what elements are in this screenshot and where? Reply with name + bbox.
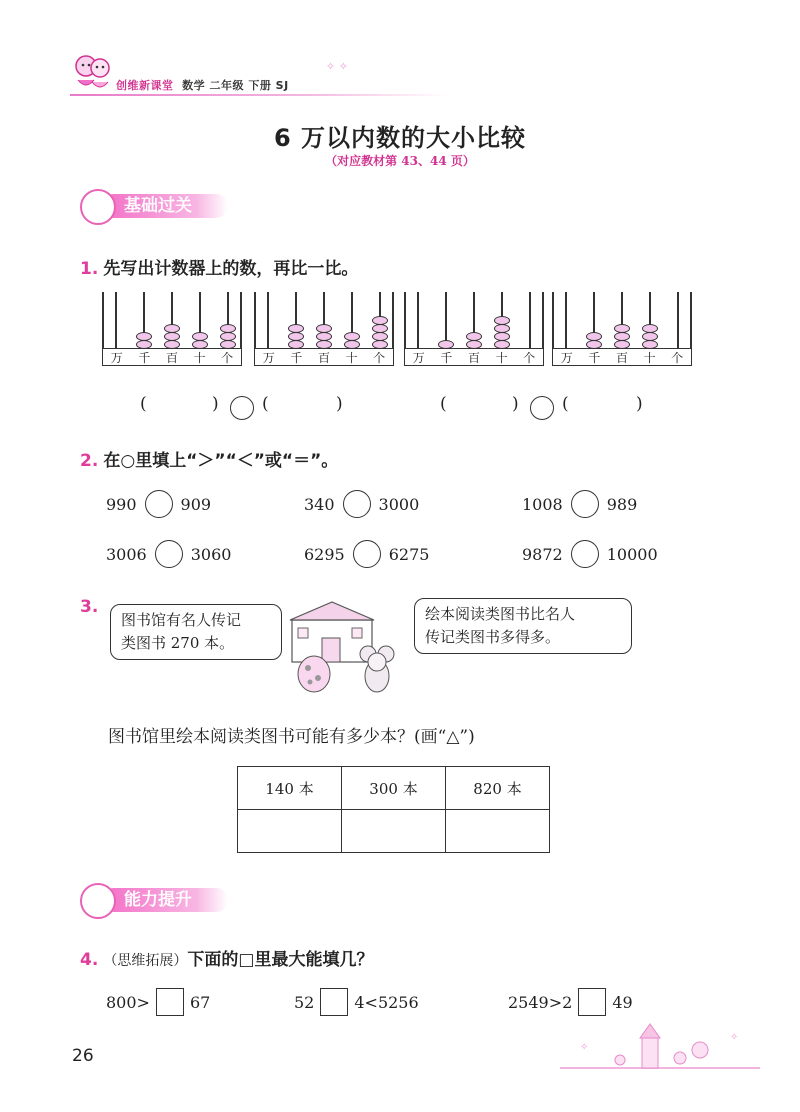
abacus-frame	[102, 292, 104, 354]
place-label: 个	[671, 350, 684, 365]
speech-bubble-left: 图书馆有名人传记 类图书 270 本。	[110, 604, 282, 660]
fill-box[interactable]	[156, 988, 184, 1016]
answer-paren-4-close: )	[636, 394, 643, 414]
place-label: 千	[290, 350, 303, 365]
compare-item: 6295 6275	[304, 540, 429, 568]
answer-paren-1-close: )	[212, 394, 219, 414]
question-number: 1.	[80, 259, 99, 279]
section-title: 基础过关	[102, 194, 228, 218]
fill-item: 800> 67	[106, 988, 210, 1016]
place-label: 百	[317, 350, 330, 365]
compare-item: 990 909	[106, 490, 211, 518]
page-subtitle: （对应教材第 43、44 页）	[325, 154, 475, 168]
compare-circle[interactable]	[155, 540, 183, 568]
place-label: 万	[412, 350, 425, 365]
compare-circle-2[interactable]	[530, 396, 554, 420]
footer-decoration-icon	[560, 1020, 760, 1074]
header-info: 数学 二年级 下册 SJ	[182, 79, 289, 92]
mascot-face-icon	[80, 883, 116, 919]
option-cell: 140 本	[238, 767, 342, 810]
answer-paren-1[interactable]: (	[140, 394, 147, 414]
compare-circle[interactable]	[343, 490, 371, 518]
compare-item: 340 3000	[304, 490, 419, 518]
question-number: 3.	[80, 597, 99, 617]
page-title: 6 万以内数的大小比较	[273, 124, 527, 152]
question-2	[80, 446, 338, 471]
question-text: 先写出计数器上的数，再比一比。	[103, 259, 359, 279]
abacus-bead	[220, 332, 236, 341]
abacus-frame	[404, 292, 406, 354]
options-table	[237, 766, 550, 853]
abacus-bead	[614, 332, 630, 341]
question-text: 下面的□里最大能填几？	[187, 950, 374, 970]
abacus-rod	[115, 292, 117, 352]
abacus-rod	[565, 292, 567, 352]
place-label: 十	[495, 350, 508, 365]
abacus-bead	[164, 332, 180, 341]
page-number: 26	[72, 1046, 94, 1066]
abacus-frame	[240, 292, 242, 354]
question-1	[80, 254, 358, 279]
abacus-rod	[267, 292, 269, 352]
question-text: 在○里填上“＞”“＜”或“＝”。	[103, 451, 339, 471]
place-label: 十	[643, 350, 656, 365]
fill-item: 52 4<5256	[294, 988, 419, 1016]
place-label: 十	[193, 350, 206, 365]
abacus-rod	[677, 292, 679, 352]
abacus-bead	[164, 324, 180, 333]
header-text	[116, 77, 289, 93]
place-label: 十	[345, 350, 358, 365]
speech-bubble-right: 绘本阅读类图书比名人 传记类图书多得多。	[414, 598, 632, 654]
svg-text:✧: ✧	[730, 1032, 739, 1043]
question-text: 图书馆里绘本阅读类图书可能有多少本？(画“△”)	[108, 727, 475, 747]
abacus-rod	[529, 292, 531, 352]
question-tag: （思维拓展）	[103, 953, 188, 969]
question-number: 2.	[80, 451, 99, 471]
abacus-bead	[316, 324, 332, 333]
section-title: 能力提升	[102, 888, 228, 912]
abacus-base	[552, 348, 692, 366]
abacus-frame	[690, 292, 692, 354]
abacus-frame	[392, 292, 394, 354]
abacus-frame	[552, 292, 554, 354]
abacus-bead	[494, 316, 510, 325]
compare-circle[interactable]	[571, 540, 599, 568]
abacus-rod	[417, 292, 419, 352]
place-label: 万	[560, 350, 573, 365]
fill-box[interactable]	[578, 988, 606, 1016]
place-label: 百	[615, 350, 628, 365]
section-banner-basics	[80, 192, 280, 222]
header-mascot-icon	[70, 50, 114, 98]
abacus-bead	[192, 332, 208, 341]
abacus-bead	[372, 332, 388, 341]
answer-paren-2[interactable]: (	[262, 394, 269, 414]
header-stars-icon: ✧ ✧	[326, 60, 348, 73]
header-brand: 创维新课堂	[116, 79, 174, 92]
section-banner-advanced	[80, 886, 280, 916]
abacus-bead	[494, 332, 510, 341]
svg-text:✧: ✧	[580, 1042, 589, 1053]
place-label: 个	[373, 350, 386, 365]
abacus-bead	[344, 332, 360, 341]
place-label: 百	[467, 350, 480, 365]
abacus-2	[254, 292, 394, 372]
abacus-frame	[542, 292, 544, 354]
place-label: 千	[588, 350, 601, 365]
abacus-4	[552, 292, 692, 372]
abacus-bead	[466, 332, 482, 341]
fill-item: 2549>2 49	[508, 988, 633, 1016]
place-label: 万	[110, 350, 123, 365]
place-label: 个	[221, 350, 234, 365]
abacus-3	[404, 292, 544, 372]
compare-item: 1008 989	[522, 490, 637, 518]
place-label: 个	[523, 350, 536, 365]
abacus-1	[102, 292, 242, 372]
mascot-face-icon	[80, 189, 116, 225]
abacus-bead	[586, 332, 602, 341]
place-label: 千	[440, 350, 453, 365]
abacus-bead	[614, 324, 630, 333]
compare-circle[interactable]	[145, 490, 173, 518]
abacus-bead	[288, 332, 304, 341]
question-number: 4.	[80, 950, 99, 970]
compare-item: 9872 10000	[522, 540, 658, 568]
abacus-bead	[642, 324, 658, 333]
abacus-bead	[220, 324, 236, 333]
abacus-base	[404, 348, 544, 366]
option-cell: 820 本	[446, 767, 550, 810]
place-label: 万	[262, 350, 275, 365]
abacus-bead	[316, 332, 332, 341]
answer-cell[interactable]	[342, 810, 446, 853]
abacus-base	[254, 348, 394, 366]
compare-circle[interactable]	[571, 490, 599, 518]
header-rule	[70, 94, 450, 96]
abacus-bead	[136, 332, 152, 341]
answer-cell[interactable]	[238, 810, 342, 853]
compare-circle-1[interactable]	[230, 396, 254, 420]
abacus-bead	[372, 316, 388, 325]
answer-paren-3-close: )	[512, 394, 519, 414]
abacus-base	[102, 348, 242, 366]
fill-box[interactable]	[320, 988, 348, 1016]
place-label: 千	[138, 350, 151, 365]
compare-circle[interactable]	[353, 540, 381, 568]
answer-paren-4[interactable]: (	[562, 394, 569, 414]
abacus-bead	[642, 332, 658, 341]
library-illustration-icon	[282, 598, 412, 702]
answer-cell[interactable]	[446, 810, 550, 853]
abacus-frame	[254, 292, 256, 354]
abacus-bead	[288, 324, 304, 333]
option-cell: 300 本	[342, 767, 446, 810]
abacus-bead	[372, 324, 388, 333]
answer-paren-2-close: )	[336, 394, 343, 414]
answer-paren-3[interactable]: (	[440, 394, 447, 414]
place-label: 百	[165, 350, 178, 365]
question-4	[80, 945, 373, 970]
abacus-bead	[494, 324, 510, 333]
compare-item: 3006 3060	[106, 540, 231, 568]
